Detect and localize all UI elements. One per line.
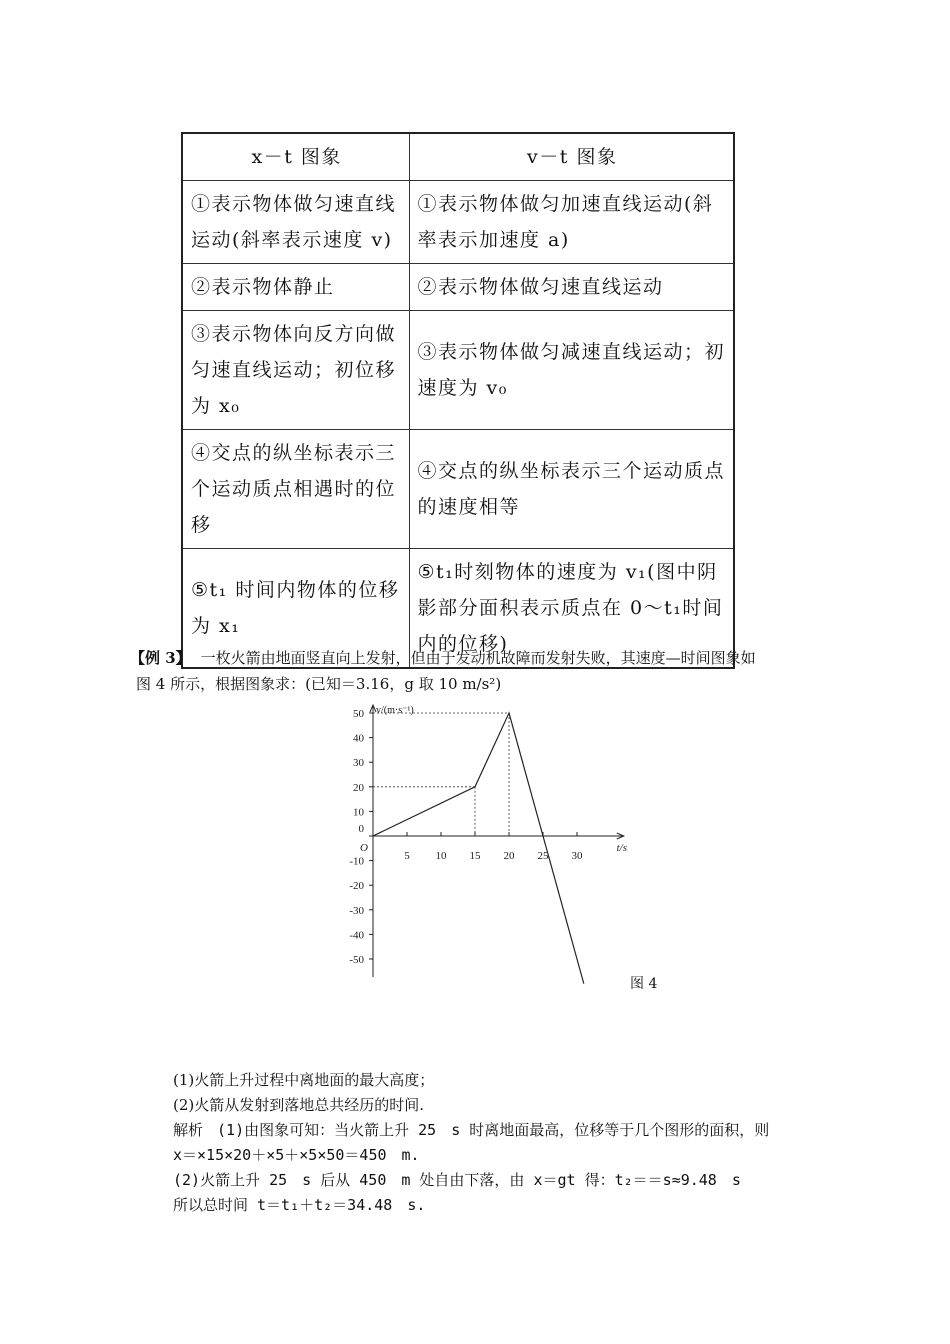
comparison-table <box>181 132 735 669</box>
answer-1-formula: x＝×15×20＋×5＋×5×50＝450 m. <box>173 1146 420 1164</box>
figure-caption: 图 4 <box>630 976 658 992</box>
table-cell: ⑤t₁时刻物体的速度为 v₁(图中阴影部分面积表示质点在 0～t₁时间内的位移) <box>409 549 734 669</box>
y-tick-label: -40 <box>349 929 364 942</box>
table-cell: ②表示物体静止 <box>182 264 409 311</box>
solution-block <box>173 1068 769 1218</box>
example-text-1: 一枚火箭由地面竖直向上发射，但由于发动机故障而发射失败，其速度—时间图象如 <box>200 649 756 667</box>
answer-1-text: (1)由图象可知：当火箭上升 25 s 时离地面最高，位移等于几个图形的面积，则 <box>217 1121 770 1139</box>
analysis-label: 解析 <box>173 1121 204 1139</box>
table-cell: ②表示物体做匀速直线运动 <box>409 264 734 311</box>
table-cell: ⑤t₁ 时间内物体的位移为 x₁ <box>182 549 409 669</box>
table-cell: ④交点的纵坐标表示三个运动质点相遇时的位移 <box>182 430 409 549</box>
y-axis-label: v/(m·s⁻¹) <box>376 705 414 717</box>
y-tick-label: 0 <box>358 823 364 835</box>
table-row <box>182 264 734 311</box>
table-row <box>182 181 734 264</box>
x-axis-label: t/s <box>616 842 628 854</box>
origin-label: O <box>360 842 368 854</box>
example-label: 【例 3】 <box>130 649 191 667</box>
y-tick-label: -20 <box>349 880 364 893</box>
series-line <box>373 713 584 984</box>
x-tick-label: 20 <box>503 850 515 862</box>
y-tick-label: -50 <box>349 954 364 966</box>
y-tick-label: 20 <box>353 781 364 794</box>
table-cell: ③表示物体做匀减速直线运动；初速度为 v₀ <box>409 311 734 430</box>
y-tick-label: 40 <box>353 732 364 745</box>
y-tick-label: 30 <box>353 757 364 770</box>
example-text-2: 图 4 所示，根据图象求：(已知＝3.16，g 取 10 m/s²) <box>136 675 502 693</box>
table-cell: ①表示物体做匀速直线运动(斜率表示速度 v) <box>182 181 409 264</box>
y-tick-label: -30 <box>349 904 364 917</box>
x-tick-label: 30 <box>571 850 583 862</box>
table-header-row <box>182 133 734 181</box>
y-tick-label: 10 <box>353 806 364 819</box>
question-1: (1)火箭上升过程中离地面的最大高度； <box>173 1071 435 1089</box>
answer-1-line <box>173 1118 769 1143</box>
y-tick-label: -10 <box>349 855 364 868</box>
answer-2: (2)火箭上升 25 s 后从 450 m 处自由下落，由 x＝gt 得：t₂＝＝s≈9.48 s <box>173 1171 741 1189</box>
table-cell: ①表示物体做匀加速直线运动(斜率表示加速度 a) <box>409 181 734 264</box>
example-problem <box>130 645 830 697</box>
question-2: (2)火箭从发射到落地总共经历的时间. <box>173 1096 425 1114</box>
table-row <box>182 311 734 430</box>
x-tick-label: 10 <box>435 850 447 862</box>
velocity-time-chart <box>330 700 630 990</box>
y-tick-label: 50 <box>353 708 364 720</box>
header-vt: v－t 图象 <box>409 133 734 181</box>
table-cell: ④交点的纵坐标表示三个运动质点的速度相等 <box>409 430 734 549</box>
table-row <box>182 430 734 549</box>
answer-3: 所以总时间 t＝t₁＋t₂＝34.48 s. <box>173 1196 426 1214</box>
x-tick-label: 5 <box>404 850 410 862</box>
x-tick-label: 25 <box>537 850 549 862</box>
x-tick-label: 15 <box>469 850 481 862</box>
table-cell: ③表示物体向反方向做匀速直线运动；初位移为 x₀ <box>182 311 409 430</box>
header-xt: x－t 图象 <box>182 133 409 181</box>
example-line-1 <box>130 645 830 671</box>
